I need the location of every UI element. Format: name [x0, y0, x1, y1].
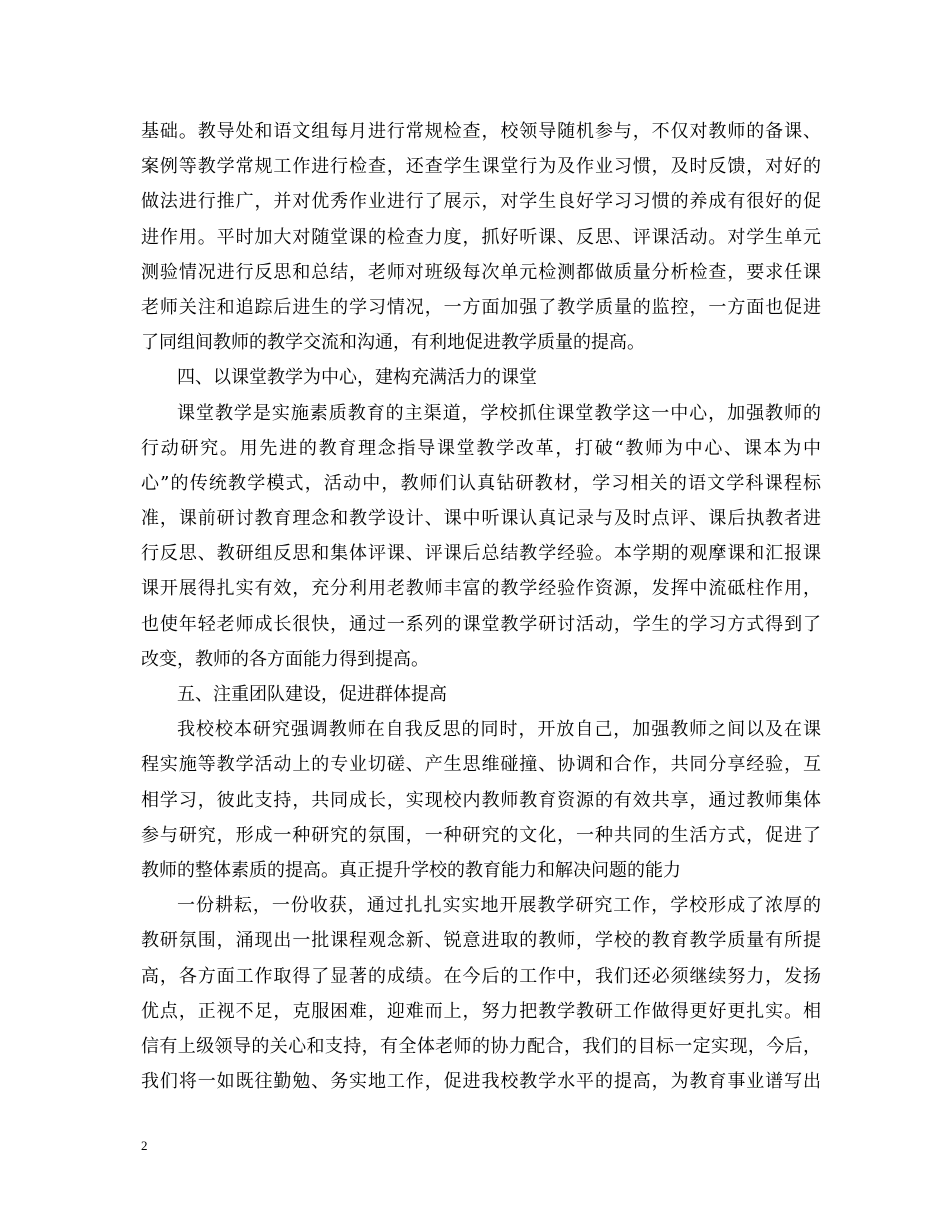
document-body — [141, 114, 821, 1099]
text-line: 基础。教导处和语文组每月进行常规检查，校领导随机参与，不仅对教师的备课、 — [141, 121, 821, 142]
text-line: 课堂教学是实施素质教育的主渠道，学校抓住课堂教学这一中心，加强教师的 — [177, 402, 821, 424]
text-line: 了同组间教师的教学交流和沟通，有利地促进教学质量的提高。 — [141, 332, 645, 354]
text-line: 我校校本研究强调教师在自我反思的同时，开放自己，加强教师之间以及在课 — [177, 719, 821, 741]
text-line: 行反思、教研组反思和集体评课、评课后总结教学经验。本学期的观摩课和汇报课 — [141, 543, 821, 565]
text-line: 相学习，彼此支持，共同成长，实现校内教师教育资源的有效共享，通过教师集体 — [141, 789, 821, 811]
text-line: 准，课前研讨教育理念和教学设计、课中听课认真记录与及时点评、课后执教者进 — [141, 508, 821, 530]
text-line: 信有上级领导的关心和支持，有全体老师的协力配合，我们的目标一定实现，今后， — [141, 1035, 821, 1057]
text-line: 教师的整体素质的提高。真正提升学校的教育能力和解决问题的能力 — [141, 859, 681, 881]
text-line: 优点，正视不足，克服困难，迎难而上，努力把教学教研工作做得更好更扎实。相 — [141, 1000, 821, 1022]
heading-line: 四、以课堂教学为中心，建构充满活力的课堂 — [177, 367, 537, 389]
section-heading — [141, 360, 821, 395]
section-heading — [141, 677, 821, 712]
text-line: 一份耕耘，一份收获，通过扎扎实实地开展教学研究工作，学校形成了浓厚的 — [177, 895, 821, 917]
text-line: 程实施等教学活动上的专业切磋、产生思维碰撞、协调和合作，共同分享经验，互 — [141, 754, 821, 776]
text-line: 案例等教学常规工作进行检查，还查学生课堂行为及作业习惯，及时反馈，对好的 — [141, 156, 821, 178]
text-line: 心”的传统教学模式，活动中，教师们认真钻研教材，学习相关的语文学科课程标 — [141, 472, 821, 494]
text-line: 课开展得扎实有效，充分利用老教师丰富的教学经验作资源，发挥中流砥柱作用， — [141, 578, 821, 600]
text-line: 教研氛围，涌现出一批课程观念新、锐意进取的教师，学校的教育教学质量有所提 — [141, 930, 821, 952]
text-line: 我们将一如既往勤勉、务实地工作，促进我校教学水平的提高，为教育事业谱写出 — [141, 1071, 821, 1093]
text-line: 参与研究，形成一种研究的氛围，一种研究的文化，一种共同的生活方式，促进了 — [141, 824, 821, 846]
text-line: 行动研究。用先进的教育理念指导课堂教学改革，打破“教师为中心、课本为中 — [141, 437, 821, 459]
paragraph — [141, 114, 821, 360]
paragraph — [141, 712, 821, 888]
page-number: 2 — [141, 1138, 148, 1153]
text-line: 做法进行推广，并对优秀作业进行了展示，对学生良好学习习惯的养成有很好的促 — [141, 191, 821, 213]
text-line: 测验情况进行反思和总结，老师对班级每次单元检测都做质量分析检查，要求任课 — [141, 261, 821, 283]
text-line: 进作用。平时加大对随堂课的检查力度，抓好听课、反思、评课活动。对学生单元 — [141, 226, 821, 248]
text-line: 高，各方面工作取得了显著的成绩。在今后的工作中，我们还必须继续努力，发扬 — [141, 965, 821, 987]
text-line: 老师关注和追踪后进生的学习情况，一方面加强了教学质量的监控，一方面也促进 — [141, 296, 821, 318]
text-line: 改变，教师的各方面能力得到提高。 — [141, 648, 429, 670]
paragraph — [141, 396, 821, 678]
paragraph — [141, 888, 821, 1099]
heading-line: 五、注重团队建设，促进群体提高 — [177, 684, 447, 705]
text-line: 也使年轻老师成长很快，通过一系列的课堂教学研讨活动，学生的学习方式得到了 — [141, 613, 821, 635]
